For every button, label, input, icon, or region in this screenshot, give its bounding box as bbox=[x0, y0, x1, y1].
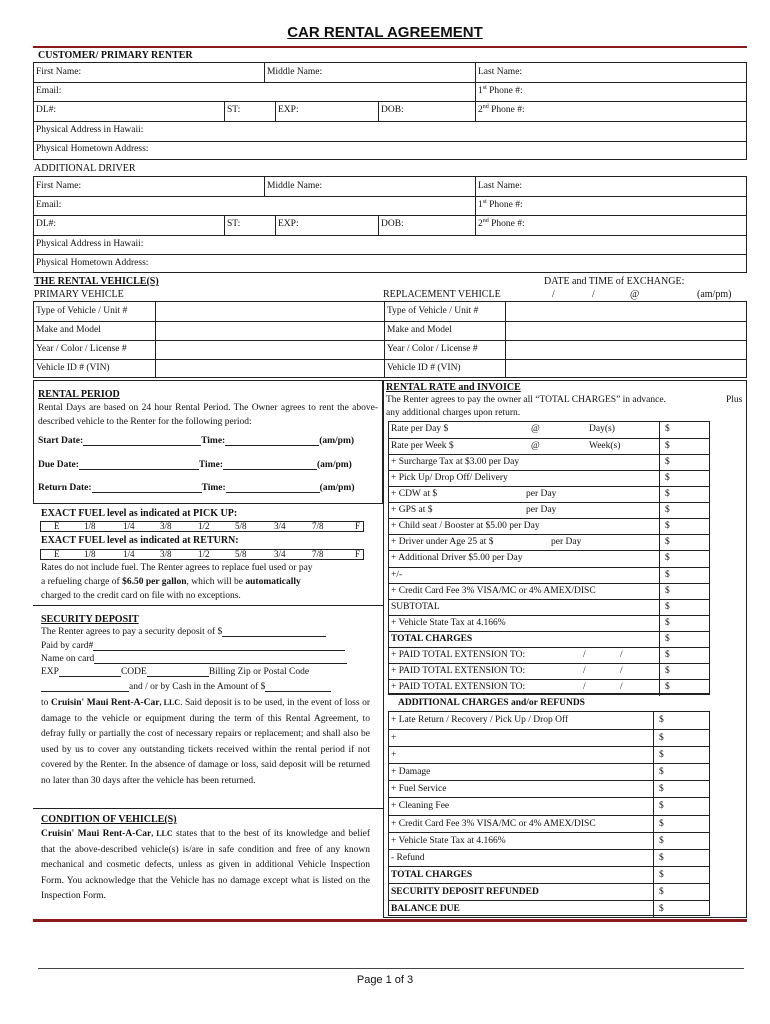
refund-row bbox=[389, 763, 709, 781]
customer-exp-label: EXP: bbox=[278, 105, 299, 115]
invoice-row-amount: $ bbox=[665, 665, 670, 676]
invoice-row bbox=[389, 550, 709, 567]
fuel-return-heading: EXACT FUEL level as indicated at RETURN: bbox=[41, 535, 239, 546]
invoice-row-right: Week(s) bbox=[589, 441, 621, 452]
additional-phone2-label: 2nd Phone #: bbox=[478, 218, 525, 230]
refund-row-amount: $ bbox=[659, 818, 664, 829]
refund-row-amount: $ bbox=[659, 801, 664, 812]
invoice-row-label: + PAID TOTAL EXTENSION TO: bbox=[391, 681, 526, 692]
start-date-row: Start Date: Time: (am/pm) bbox=[38, 436, 355, 446]
refund-row-amount: $ bbox=[659, 784, 664, 795]
additional-address-hawaii-label: Physical Address in Hawaii: bbox=[36, 239, 144, 249]
additional-phone1-label: 1st Phone #: bbox=[478, 199, 523, 211]
invoice-row bbox=[389, 631, 709, 648]
invoice-row-amount: $ bbox=[665, 649, 670, 660]
refund-row bbox=[389, 797, 709, 815]
deposit-paid-by: Paid by card# bbox=[41, 641, 345, 651]
invoice-table bbox=[388, 421, 710, 694]
additional-heading: ADDITIONAL DRIVER bbox=[34, 163, 136, 174]
invoice-row-label: + Credit Card Fee 3% VISA/MC or 4% AMEX/DISC bbox=[391, 585, 596, 596]
refund-row bbox=[389, 900, 709, 918]
invoice-row-amount: $ bbox=[665, 537, 670, 548]
invoice-row-amount: $ bbox=[665, 585, 670, 596]
additional-middle-name-label: Middle Name: bbox=[267, 181, 323, 191]
invoice-row-amount: $ bbox=[665, 441, 670, 452]
invoice-box bbox=[383, 380, 747, 918]
refund-row-amount: $ bbox=[659, 715, 664, 725]
invoice-row bbox=[389, 518, 709, 535]
customer-middle-name-label: Middle Name: bbox=[267, 67, 323, 77]
additional-email-label: Email: bbox=[36, 200, 62, 210]
exchange-label: DATE and TIME of EXCHANGE: bbox=[544, 276, 685, 287]
invoice-intro-2: any additional charges upon return. bbox=[386, 408, 521, 418]
invoice-row-mid: @ bbox=[531, 441, 540, 452]
replacement-vin-label: Vehicle ID # (VIN) bbox=[387, 363, 461, 373]
customer-first-name-label: First Name: bbox=[36, 67, 82, 77]
invoice-row-label: Rate per Week $ bbox=[391, 441, 454, 452]
invoice-row-mid2: per Day bbox=[526, 489, 557, 500]
invoice-row-amount: $ bbox=[665, 617, 670, 628]
due-date-row: Due Date: Time: (am/pm) bbox=[38, 460, 352, 470]
bottom-divider bbox=[33, 919, 747, 922]
replacement-type-label: Type of Vehicle / Unit # bbox=[387, 306, 479, 316]
invoice-row-label: + PAID TOTAL EXTENSION TO: bbox=[391, 649, 526, 660]
invoice-row-label: + Driver under Age 25 at $ bbox=[391, 537, 494, 548]
refund-row-label: - Refund bbox=[391, 852, 425, 863]
primary-vin-label: Vehicle ID # (VIN) bbox=[36, 363, 110, 373]
exchange-ampm: (am/pm) bbox=[697, 289, 732, 300]
invoice-row-label: +/- bbox=[391, 569, 403, 580]
replacement-year-label: Year / Color / License # bbox=[387, 344, 478, 354]
invoice-row bbox=[389, 422, 709, 438]
invoice-row-slash: / bbox=[583, 681, 586, 692]
invoice-row-label: SUBTOTAL bbox=[391, 601, 440, 612]
refund-row-label: + bbox=[391, 750, 397, 761]
refund-row-amount: $ bbox=[659, 835, 664, 846]
additional-address-hometown-label: Physical Hometown Address: bbox=[36, 258, 149, 268]
deposit-text: to Cruisin' Maui Rent-A-Car, LLC. Said deposit is to be used, in the event of loss or damage to the vehicle or equipment during the term of this Rental Agreement, to defray fully or partially the cost of necessary repairs or replacement; and shall also be used by us to cover any outstanding tickets received within the rental period if not covered by the Renter. In the absence of damage or loss, said deposit will be returned no later than 30 days after the vehicle has been returned. bbox=[41, 698, 370, 786]
additional-dl-label: DL#: bbox=[36, 219, 57, 229]
customer-phone1-label: 1st Phone #: bbox=[478, 85, 523, 97]
refund-row bbox=[389, 832, 709, 850]
invoice-row bbox=[389, 470, 709, 487]
invoice-row-slash: / bbox=[620, 681, 623, 692]
refund-row bbox=[389, 746, 709, 764]
additional-exp-label: EXP: bbox=[278, 219, 299, 229]
refund-row-amount: $ bbox=[659, 903, 664, 914]
section-divider-2 bbox=[33, 808, 383, 809]
refund-row bbox=[389, 849, 709, 867]
invoice-row-label: + Vehicle State Tax at 4.166% bbox=[391, 617, 506, 628]
refund-row-label: SECURITY DEPOSIT REFUNDED bbox=[391, 886, 539, 897]
section-divider bbox=[33, 605, 383, 606]
invoice-row-label: + PAID TOTAL EXTENSION TO: bbox=[391, 665, 526, 676]
refund-row-label: + Late Return / Recovery / Pick Up / Drop Off bbox=[391, 715, 569, 725]
additional-first-name-label: First Name: bbox=[36, 181, 82, 191]
customer-phone2-label: 2nd Phone #: bbox=[478, 104, 525, 116]
condition-heading: CONDITION OF VEHICLE(S) bbox=[41, 814, 177, 825]
invoice-row-label: + Additional Driver $5.00 per Day bbox=[391, 553, 523, 564]
invoice-row bbox=[389, 502, 709, 519]
additional-last-name-label: Last Name: bbox=[478, 181, 523, 191]
invoice-row-mid3: per Day bbox=[551, 537, 582, 548]
deposit-heading: SECURITY DEPOSIT bbox=[41, 614, 139, 625]
primary-type-label: Type of Vehicle / Unit # bbox=[36, 306, 128, 316]
customer-dob-label: DOB: bbox=[381, 105, 404, 115]
invoice-row-amount: $ bbox=[665, 457, 670, 468]
customer-email-label: Email: bbox=[36, 86, 62, 96]
invoice-row-slash: / bbox=[583, 665, 586, 676]
refunds-table bbox=[388, 711, 710, 916]
deposit-exp-code: EXP CODE Billing Zip or Postal Code bbox=[41, 667, 310, 677]
invoice-row bbox=[389, 534, 709, 551]
invoice-row-amount: $ bbox=[665, 505, 670, 516]
fuel-note-2: a refueling charge of $6.50 per gallon, which will be automatically bbox=[41, 577, 301, 587]
fuel-note-3: charged to the credit card on file with no exceptions. bbox=[41, 591, 241, 601]
invoice-row-right: Day(s) bbox=[589, 424, 615, 434]
fuel-pickup-scale: E 1/8 1/4 3/8 1/2 5/8 3/4 7/8 F bbox=[40, 521, 364, 532]
refund-row-label: + Vehicle State Tax at 4.166% bbox=[391, 835, 506, 846]
refund-row bbox=[389, 883, 709, 901]
refund-row-label: + Damage bbox=[391, 767, 431, 778]
invoice-row-amount: $ bbox=[665, 473, 670, 484]
refund-row-label: + bbox=[391, 733, 397, 744]
condition-text: Cruisin' Maui Rent-A-Car, LLC states that to the best of its knowledge and belief that the above-described vehicle(s) is/are in safe condition and free of any known mechanical and cosmetic defects, unless as given in additional Vehicle Inspection Form. You acknowledge that the Vehicle has no damage except what is listed on the Inspection Form. bbox=[41, 829, 370, 901]
return-date-row: Return Date: Time: (am/pm) bbox=[38, 483, 355, 493]
invoice-row bbox=[389, 486, 709, 503]
invoice-row-amount: $ bbox=[665, 521, 670, 532]
rental-period-text: Rental Days are based on 24 hour Rental Period. The Owner agrees to rent the above-described vehicle to the Renter for the following period: bbox=[38, 403, 378, 427]
deposit-cash: and / or by Cash in the Amount of $ bbox=[41, 682, 331, 692]
invoice-row bbox=[389, 454, 709, 471]
refunds-heading: ADDITIONAL CHARGES and/or REFUNDS bbox=[398, 698, 585, 708]
replacement-make-label: Make and Model bbox=[387, 325, 452, 335]
refund-row-amount: $ bbox=[659, 852, 664, 863]
invoice-row-label: + GPS at $ bbox=[391, 505, 433, 516]
customer-st-label: ST: bbox=[227, 105, 241, 115]
invoice-row-slash: / bbox=[583, 649, 586, 660]
title-divider bbox=[33, 46, 747, 48]
page-title: CAR RENTAL AGREEMENT bbox=[287, 24, 483, 41]
refund-row-amount: $ bbox=[659, 750, 664, 761]
invoice-row-label: Rate per Day $ bbox=[391, 424, 449, 434]
footer-line bbox=[38, 968, 744, 969]
refund-row-label: + Fuel Service bbox=[391, 784, 447, 795]
primary-vehicle-label: PRIMARY VEHICLE bbox=[34, 289, 124, 300]
invoice-row-label: + Surcharge Tax at $3.00 per Day bbox=[391, 457, 520, 468]
invoice-row-amount: $ bbox=[665, 569, 670, 580]
exchange-slash-1: / bbox=[552, 289, 555, 300]
refund-row-amount: $ bbox=[659, 886, 664, 897]
invoice-row bbox=[389, 599, 709, 616]
invoice-row bbox=[389, 438, 709, 455]
exchange-slash-2: / bbox=[592, 289, 595, 300]
invoice-row bbox=[389, 615, 709, 632]
refund-row bbox=[389, 780, 709, 798]
invoice-row-slash: / bbox=[620, 649, 623, 660]
invoice-row bbox=[389, 663, 709, 680]
invoice-row-amount: $ bbox=[665, 424, 670, 434]
primary-make-label: Make and Model bbox=[36, 325, 101, 335]
invoice-row-mid2: per Day bbox=[526, 505, 557, 516]
refund-row-label: + Credit Card Fee 3% VISA/MC or 4% AMEX/DISC bbox=[391, 818, 596, 829]
customer-dl-label: DL#: bbox=[36, 105, 57, 115]
refund-row-label: BALANCE DUE bbox=[391, 903, 460, 914]
refund-row bbox=[389, 815, 709, 833]
customer-last-name-label: Last Name: bbox=[478, 67, 523, 77]
exchange-at: @ bbox=[630, 289, 640, 300]
refund-row bbox=[389, 866, 709, 884]
vehicles-heading: THE RENTAL VEHICLE(S) bbox=[34, 276, 159, 287]
rental-period-heading: RENTAL PERIOD bbox=[38, 389, 120, 400]
additional-dob-label: DOB: bbox=[381, 219, 404, 229]
invoice-row bbox=[389, 647, 709, 664]
deposit-name-on-card: Name on card bbox=[41, 654, 347, 664]
replacement-vehicle-label: REPLACEMENT VEHICLE bbox=[383, 289, 501, 300]
invoice-row-amount: $ bbox=[665, 681, 670, 692]
refund-row bbox=[389, 712, 709, 729]
customer-address-hawaii-label: Physical Address in Hawaii: bbox=[36, 125, 144, 135]
primary-year-label: Year / Color / License # bbox=[36, 344, 127, 354]
refund-row-amount: $ bbox=[659, 869, 664, 880]
fuel-note-1: Rates do not include fuel. The Renter agrees to replace fuel used or pay bbox=[41, 563, 313, 573]
refund-row-amount: $ bbox=[659, 767, 664, 778]
invoice-row bbox=[389, 583, 709, 600]
refund-row-amount: $ bbox=[659, 733, 664, 744]
customer-heading: CUSTOMER/ PRIMARY RENTER bbox=[38, 50, 193, 61]
page-number: Page 1 of 3 bbox=[356, 974, 414, 986]
customer-address-hometown-label: Physical Hometown Address: bbox=[36, 144, 149, 154]
invoice-row-slash: / bbox=[620, 665, 623, 676]
invoice-heading: RENTAL RATE and INVOICE bbox=[386, 382, 521, 393]
rental-period-box bbox=[33, 380, 383, 504]
invoice-row-label: + Child seat / Booster at $5.00 per Day bbox=[391, 521, 540, 532]
fuel-pickup-heading: EXACT FUEL level as indicated at PICK UP: bbox=[41, 508, 238, 519]
deposit-line-1: The Renter agrees to pay a security deposit of $ bbox=[41, 627, 326, 637]
invoice-row-amount: $ bbox=[665, 489, 670, 500]
invoice-row bbox=[389, 567, 709, 584]
customer-box bbox=[33, 62, 747, 160]
additional-driver-box bbox=[33, 176, 747, 273]
refund-row bbox=[389, 729, 709, 747]
invoice-row-amount: $ bbox=[665, 553, 670, 564]
invoice-plus: Plus bbox=[726, 395, 743, 405]
invoice-row-label: + CDW at $ bbox=[391, 489, 438, 500]
invoice-intro: The Renter agrees to pay the owner all “TOTAL CHARGES” in advance. bbox=[386, 395, 666, 405]
additional-st-label: ST: bbox=[227, 219, 241, 229]
refund-row-label: TOTAL CHARGES bbox=[391, 869, 473, 880]
refund-row-label: + Cleaning Fee bbox=[391, 801, 450, 812]
invoice-row-label: TOTAL CHARGES bbox=[391, 633, 473, 644]
invoice-row-mid: @ bbox=[531, 424, 540, 434]
invoice-row-label: + Pick Up/ Drop Off/ Delivery bbox=[391, 473, 508, 484]
invoice-row-amount: $ bbox=[665, 601, 670, 612]
fuel-return-scale: E 1/8 1/4 3/8 1/2 5/8 3/4 7/8 F bbox=[40, 549, 364, 560]
vehicles-box bbox=[33, 301, 747, 378]
invoice-row-amount: $ bbox=[665, 633, 670, 644]
